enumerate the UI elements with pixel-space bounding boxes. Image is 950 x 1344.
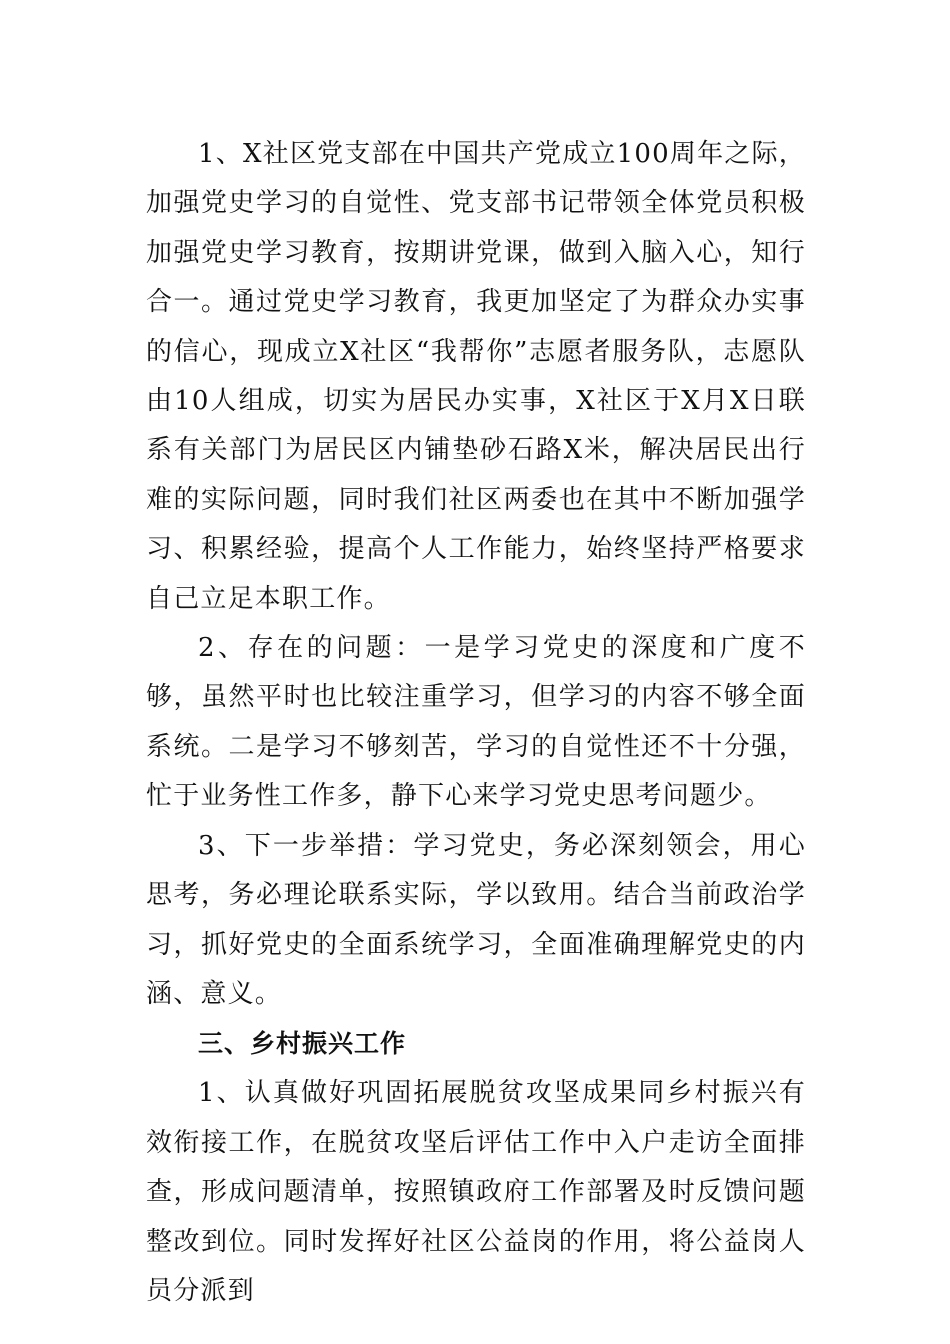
paragraph-party-history-activities: 1、X社区党支部在中国共产党成立100周年之际，加强党史学习的自觉性、党支部书记带领全体党员积极加强党史学习教育，按期讲党课，做到入脑入心，知行合一。通过党史学习教育，我更加坚定了为群众办实事的信心，现成立X社区“我帮你”志愿者服务队，志愿队由10人组成，切实为居民办实事，X社区于X月X日联系有关部门为居民区内铺垫砂石路X米，解决居民出行难的实际问题，同时我们社区两委也在其中不断加强学习、积累经验，提高个人工作能力，始终坚持严格要求自己立足本职工作。 [146,139,806,614]
document-body [146,130,806,1316]
paragraph-rural-revitalization-1: 1、认真做好巩固拓展脱贫攻坚成果同乡村振兴有效衔接工作，在脱贫攻坚后评估工作中入户走访全面排查，形成问题清单，按照镇政府工作部署及时反馈问题整改到位。同时发挥好社区公益岗的作用，将公益岗人员分派到 [146,1078,806,1306]
paragraph-next-steps: 3、下一步举措：学习党史，务必深刻领会，用心思考，务必理论联系实际，学以致用。结合当前政治学习，抓好党史的全面系统学习，全面准确理解党史的内涵、意义。 [146,830,806,1009]
section-heading-rural-revitalization: 三、乡村振兴工作 [198,1029,407,1059]
paragraph-existing-problems: 2、存在的问题：一是学习党史的深度和广度不够，虽然平时也比较注重学习，但学习的内容不够全面系统。二是学习不够刻苦，学习的自觉性还不十分强，忙于业务性工作多，静下心来学习党史思考问题少。 [146,633,806,812]
